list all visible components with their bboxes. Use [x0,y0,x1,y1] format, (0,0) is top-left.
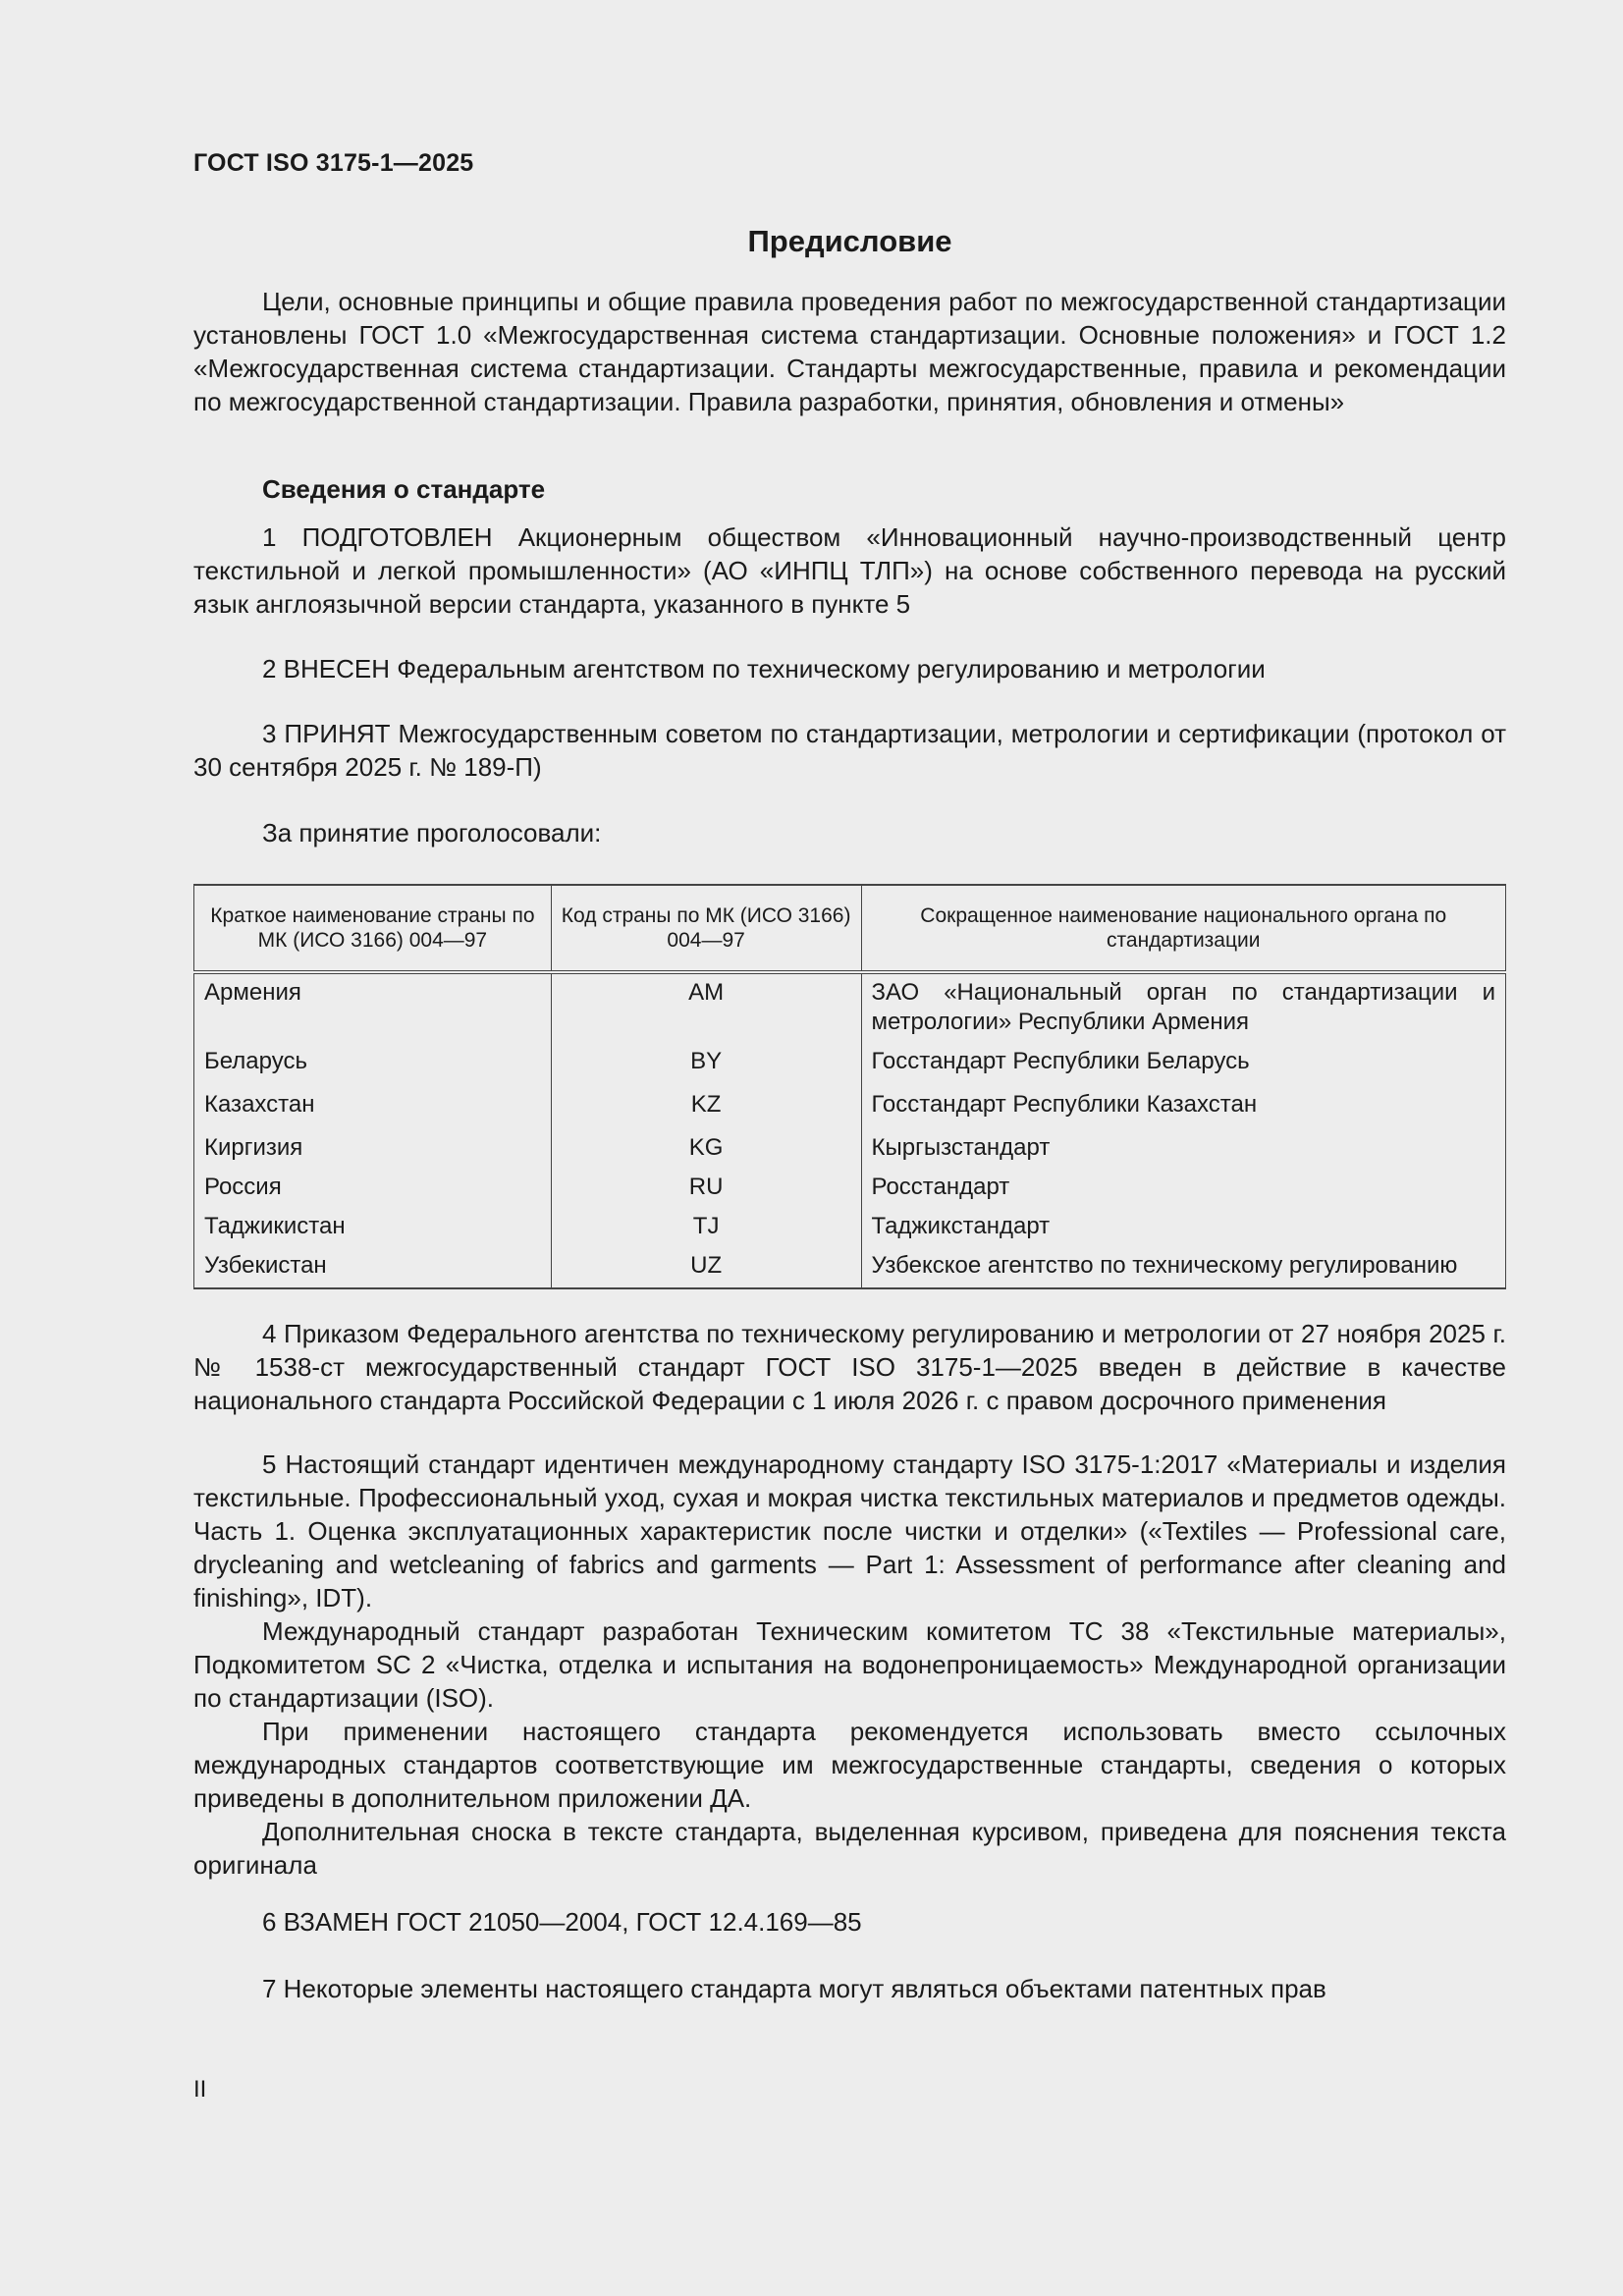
national-body: Узбекское агентство по техническому регулированию [861,1247,1506,1288]
intro-block [193,285,1506,418]
item-7-paragraph: 7 Некоторые элементы настоящего стандарта могут являться объектами патентных прав [262,1974,1326,2003]
item-6-paragraph: 6 ВЗАМЕН ГОСТ 21050—2004, ГОСТ 12.4.169—85 [262,1907,862,1937]
item-7-block [193,1972,1506,2005]
national-body: Кыргызстандарт [861,1129,1506,1169]
table-row [194,972,1506,1043]
country-name: Беларусь [194,1043,552,1086]
item-5-paragraph-1: 5 Настоящий стандарт идентичен международному стандарту ISO 3175-1:2017 «Материалы и изделия текстильные. Профессиональный уход, сухая и мокрая чистка текстильных материалов и предметов одежды. Часть 1. Оценка эксплуатационных характеристик после чистки и отделки» («Textiles — Professional care, drycleaning and wetcleaning of fabrics and garments — Part 1: Assessment of performance after cleaning and finishing», IDT). [193,1449,1506,1613]
item-4-block [193,1317,1506,1417]
item-1-block [193,520,1506,621]
national-body: Таджикстандарт [861,1208,1506,1247]
country-name: Киргизия [194,1129,552,1169]
table-header-row [194,885,1506,972]
page-number: II [193,2076,207,2103]
item-3-block [193,717,1506,784]
country-code: AM [551,972,861,1043]
table-row [194,1129,1506,1169]
national-body: Госстандарт Республики Беларусь [861,1043,1506,1086]
document-code: ГОСТ ISO 3175-1—2025 [193,149,474,177]
national-body: Росстандарт [861,1169,1506,1208]
country-code: BY [551,1043,861,1086]
country-code: KZ [551,1086,861,1129]
intro-paragraph: Цели, основные принципы и общие правила проведения работ по межгосударственной стандартизации установлены ГОСТ 1.0 «Межгосударственная система стандартизации. Основные положения» и ГОСТ 1.2 «Межгосударственная система стандартизации. Стандарты межгосударственные, правила и рекомендации по межгосударственной стандартизации. Правила разработки, принятия, обновления и отмены» [193,287,1506,416]
table-row [194,1169,1506,1208]
item-2-paragraph: 2 ВНЕСЕН Федеральным агентством по техническому регулированию и метрологии [262,654,1266,683]
item-5-paragraph-4: Дополнительная сноска в тексте стандарта, выделенная курсивом, приведена для пояснения текста оригинала [193,1817,1506,1880]
item-1-paragraph: 1 ПОДГОТОВЛЕН Акционерным обществом «Инновационный научно-производственный центр текстильной и легкой промышленности» (АО «ИНПЦ ТЛП») на основе собственного перевода на русский язык англоязычной версии стандарта, указанного в пункте 5 [193,522,1506,619]
voting-countries-table [193,884,1506,1289]
item-5-block [193,1448,1506,1882]
item-2-block [193,652,1506,685]
item-6-block [193,1905,1506,1939]
item-5-paragraph-3: При применении настоящего стандарта рекомендуется использовать вместо ссылочных международных стандартов соответствующие им межгосударственные стандарты, сведения о которых приведены в дополнительном приложении ДА. [193,1717,1506,1813]
country-code: RU [551,1169,861,1208]
page-title: Предисловие [747,224,952,258]
item-3-paragraph: 3 ПРИНЯТ Межгосударственным советом по стандартизации, метрологии и сертификации (протокол от 30 сентября 2025 г. № 189-П) [193,719,1506,782]
country-name: Армения [194,972,552,1043]
table-row [194,1247,1506,1288]
national-body: ЗАО «Национальный орган по стандартизации и метрологии» Республики Армения [861,972,1506,1043]
header-country: Краткое наименование страны по МК (ИСО 3166) 004—97 [194,885,552,972]
country-code: KG [551,1129,861,1169]
country-code: TJ [551,1208,861,1247]
table-row [194,1208,1506,1247]
header-national-body: Сокращенное наименование национального органа по стандартизации [861,885,1506,972]
country-name: Узбекистан [194,1247,552,1288]
table-row [194,1086,1506,1129]
national-body: Госстандарт Республики Казахстан [861,1086,1506,1129]
vote-intro-block [193,816,1506,849]
standard-info-heading-block [193,472,1506,506]
table-row [194,1043,1506,1086]
header-country-code: Код страны по МК (ИСО 3166) 004—97 [551,885,861,972]
standard-info-heading: Сведения о стандарте [262,474,546,504]
country-name: Таджикистан [194,1208,552,1247]
country-name: Россия [194,1169,552,1208]
item-5-paragraph-2: Международный стандарт разработан Техническим комитетом ТС 38 «Текстильные материалы», Подкомитетом SC 2 «Чистка, отделка и испытания на водонепроницаемость» Международной организации по стандартизации (ISO). [193,1616,1506,1713]
country-name: Казахстан [194,1086,552,1129]
country-code: UZ [551,1247,861,1288]
item-4-paragraph: 4 Приказом Федерального агентства по техническому регулированию и метрологии от 27 ноября 2025 г. № 1538-ст межгосударственный стандарт ГОСТ ISO 3175-1—2025 введен в действие в качестве национального стандарта Российской Федерации с 1 июля 2026 г. с правом досрочного применения [193,1319,1506,1415]
vote-intro: За принятие проголосовали: [262,818,602,847]
